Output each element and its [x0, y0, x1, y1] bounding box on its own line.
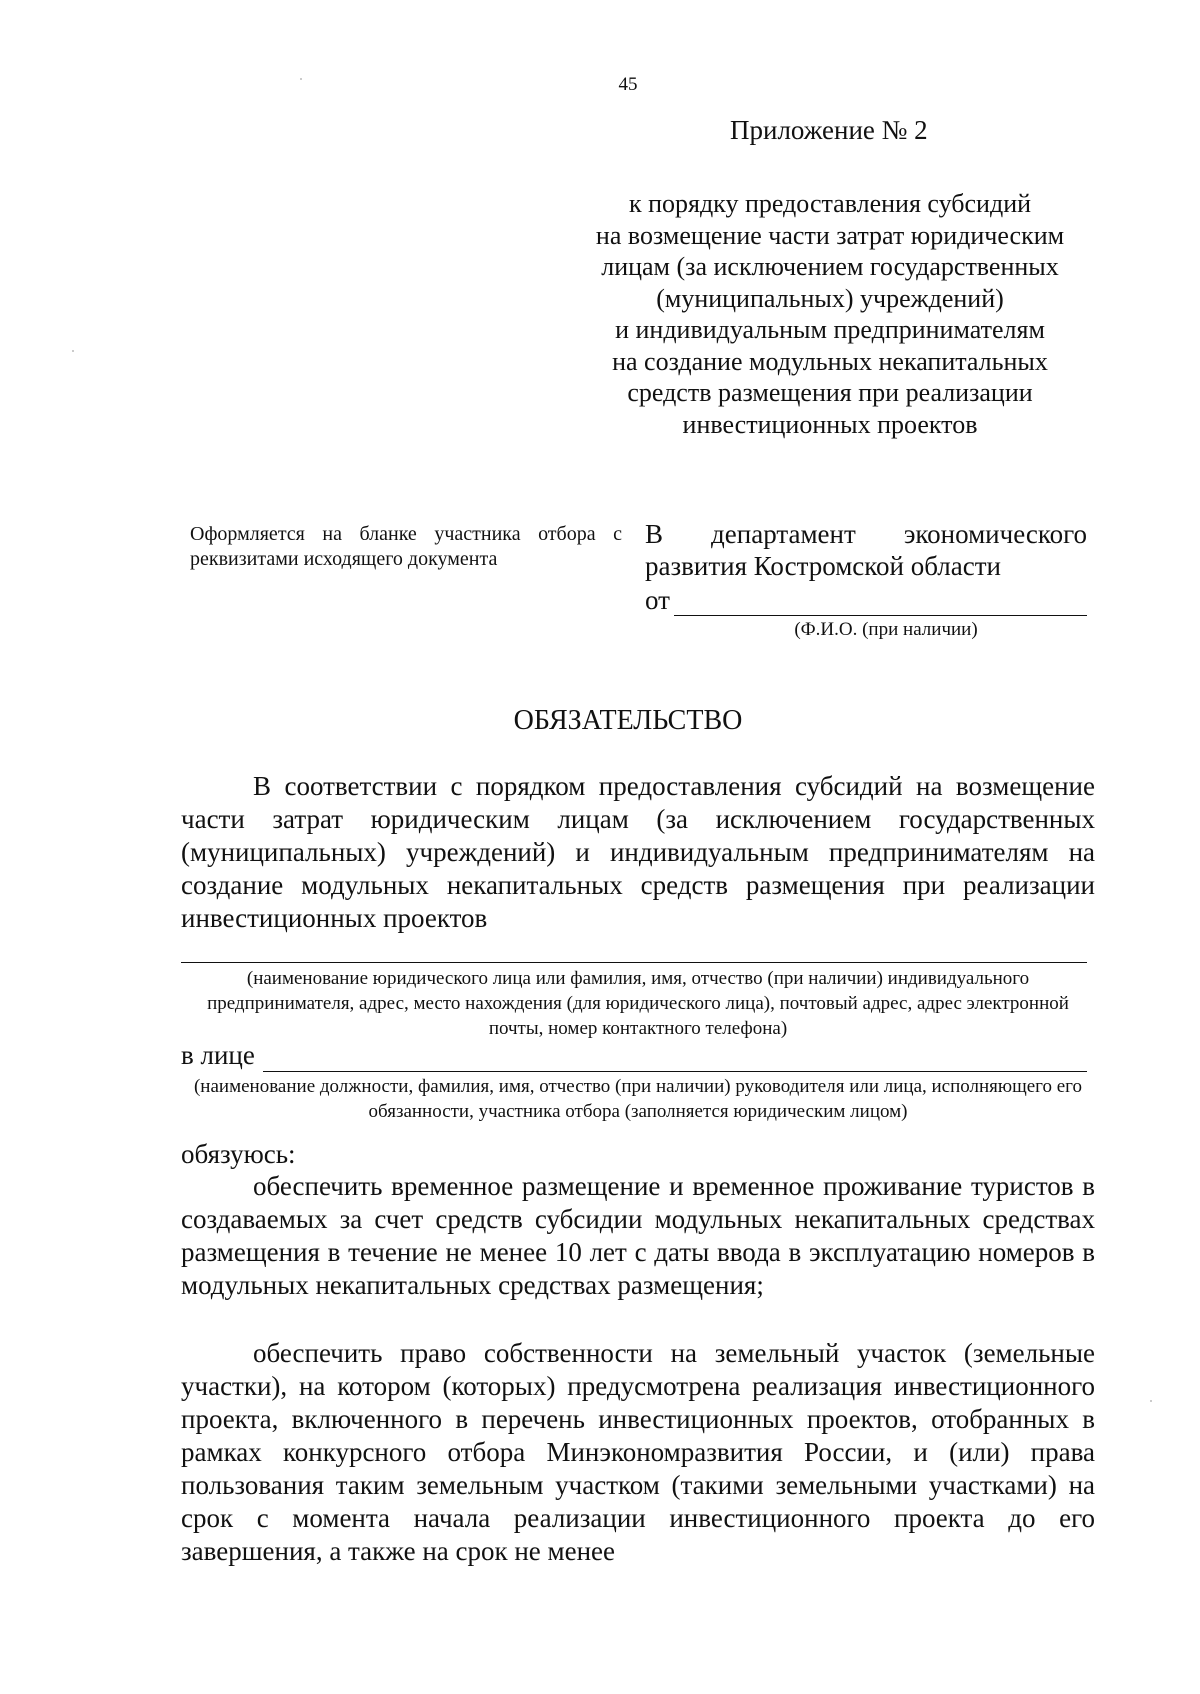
addressee-word: В: [645, 519, 664, 549]
appendix-subtitle: [560, 188, 1100, 440]
appendix-title: Приложение № 2: [730, 115, 928, 145]
obligation-item: обеспечить временное размещение и временное проживание туристов в создаваемых за счет средств субсидии модульных некапитальных средствах размещения в течение не менее 10 лет с даты ввода в эксплуатацию номеров в модульных некапитальных средствах размещения;: [181, 1171, 1095, 1300]
obligation-item: обеспечить право собственности на земельный участок (земельные участки), на котором (которых) предусмотрена реализация инвестиционного проекта, включенного в перечень инвестиционных проектов, отобранных в рамках конкурсного отбора Минэкономразвития России, и (или) права пользования таким земельным участком (такими земельными участками) на срок с момента начала реализации инвестиционного проекта до его завершения, а также на срок не менее: [181, 1338, 1095, 1566]
appendix-subtitle-line: (муниципальных) учреждений): [656, 283, 1004, 313]
addressee-block: [645, 518, 1087, 642]
appendix-subtitle-line: на создание модульных некапитальных: [612, 346, 1048, 376]
addressee-word: департамент: [711, 519, 856, 549]
in-face-label: в лице: [181, 1040, 255, 1070]
addressee-line: [645, 518, 1087, 550]
scan-speck: [300, 78, 302, 80]
page-number: 45: [618, 74, 638, 95]
letterhead-note: Оформляется на бланке участника отбора с реквизитами исходящего документа: [190, 523, 622, 570]
appendix-subtitle-line: к порядку предоставления субсидий: [628, 189, 1032, 218]
in-face-row: [181, 1039, 1087, 1072]
document-title: ОБЯЗАТЕЛЬСТВО: [513, 705, 743, 736]
appendix-subtitle-line: и индивидуальным предпринимателям: [615, 315, 1045, 344]
obligation-label: обязуюсь:: [181, 1139, 296, 1169]
addressee-word: экономического: [903, 519, 1087, 549]
appendix-subtitle-line: средств размещения при реализации: [627, 378, 1033, 407]
scan-speck: [72, 350, 74, 352]
entity-fill-line[interactable]: [181, 962, 1087, 963]
entity-caption: (наименование юридического лица или фамилия, имя, отчество (при наличии) индивидуального предпринимателя, адрес, место нахождения (для юридического лица), почтовый адрес, адрес электронной почты, номер контактного телефона): [207, 968, 1069, 1039]
person-caption: (наименование должности, фамилия, имя, отчество (при наличии) руководителя или лица, исполняющего его обязанности, участника отбора (заполняется юридическим лицом): [193, 1076, 1083, 1122]
from-caption: (Ф.И.О. (при наличии): [794, 619, 978, 640]
appendix-subtitle-line: инвестиционных проектов: [682, 409, 978, 439]
from-label: от: [645, 585, 670, 615]
scan-speck: [1150, 1400, 1152, 1402]
intro-paragraph: В соответствии с порядком предоставления субсидий на возмещение части затрат юридическим лицам (за исключением государственных (муниципальных) учреждений) и индивидуальным предпринимателям на создание модульных некапитальных средств размещения при реализации инвестиционных проектов: [181, 771, 1095, 933]
appendix-subtitle-line: лицам (за исключением государственных: [601, 252, 1059, 281]
appendix-subtitle-line: на возмещение части затрат юридическим: [595, 220, 1065, 250]
addressee-line: развития Костромской области: [645, 551, 1001, 581]
in-face-fill-line[interactable]: [263, 1045, 1087, 1072]
from-fill-line[interactable]: [674, 591, 1087, 616]
from-row: [645, 584, 1087, 616]
